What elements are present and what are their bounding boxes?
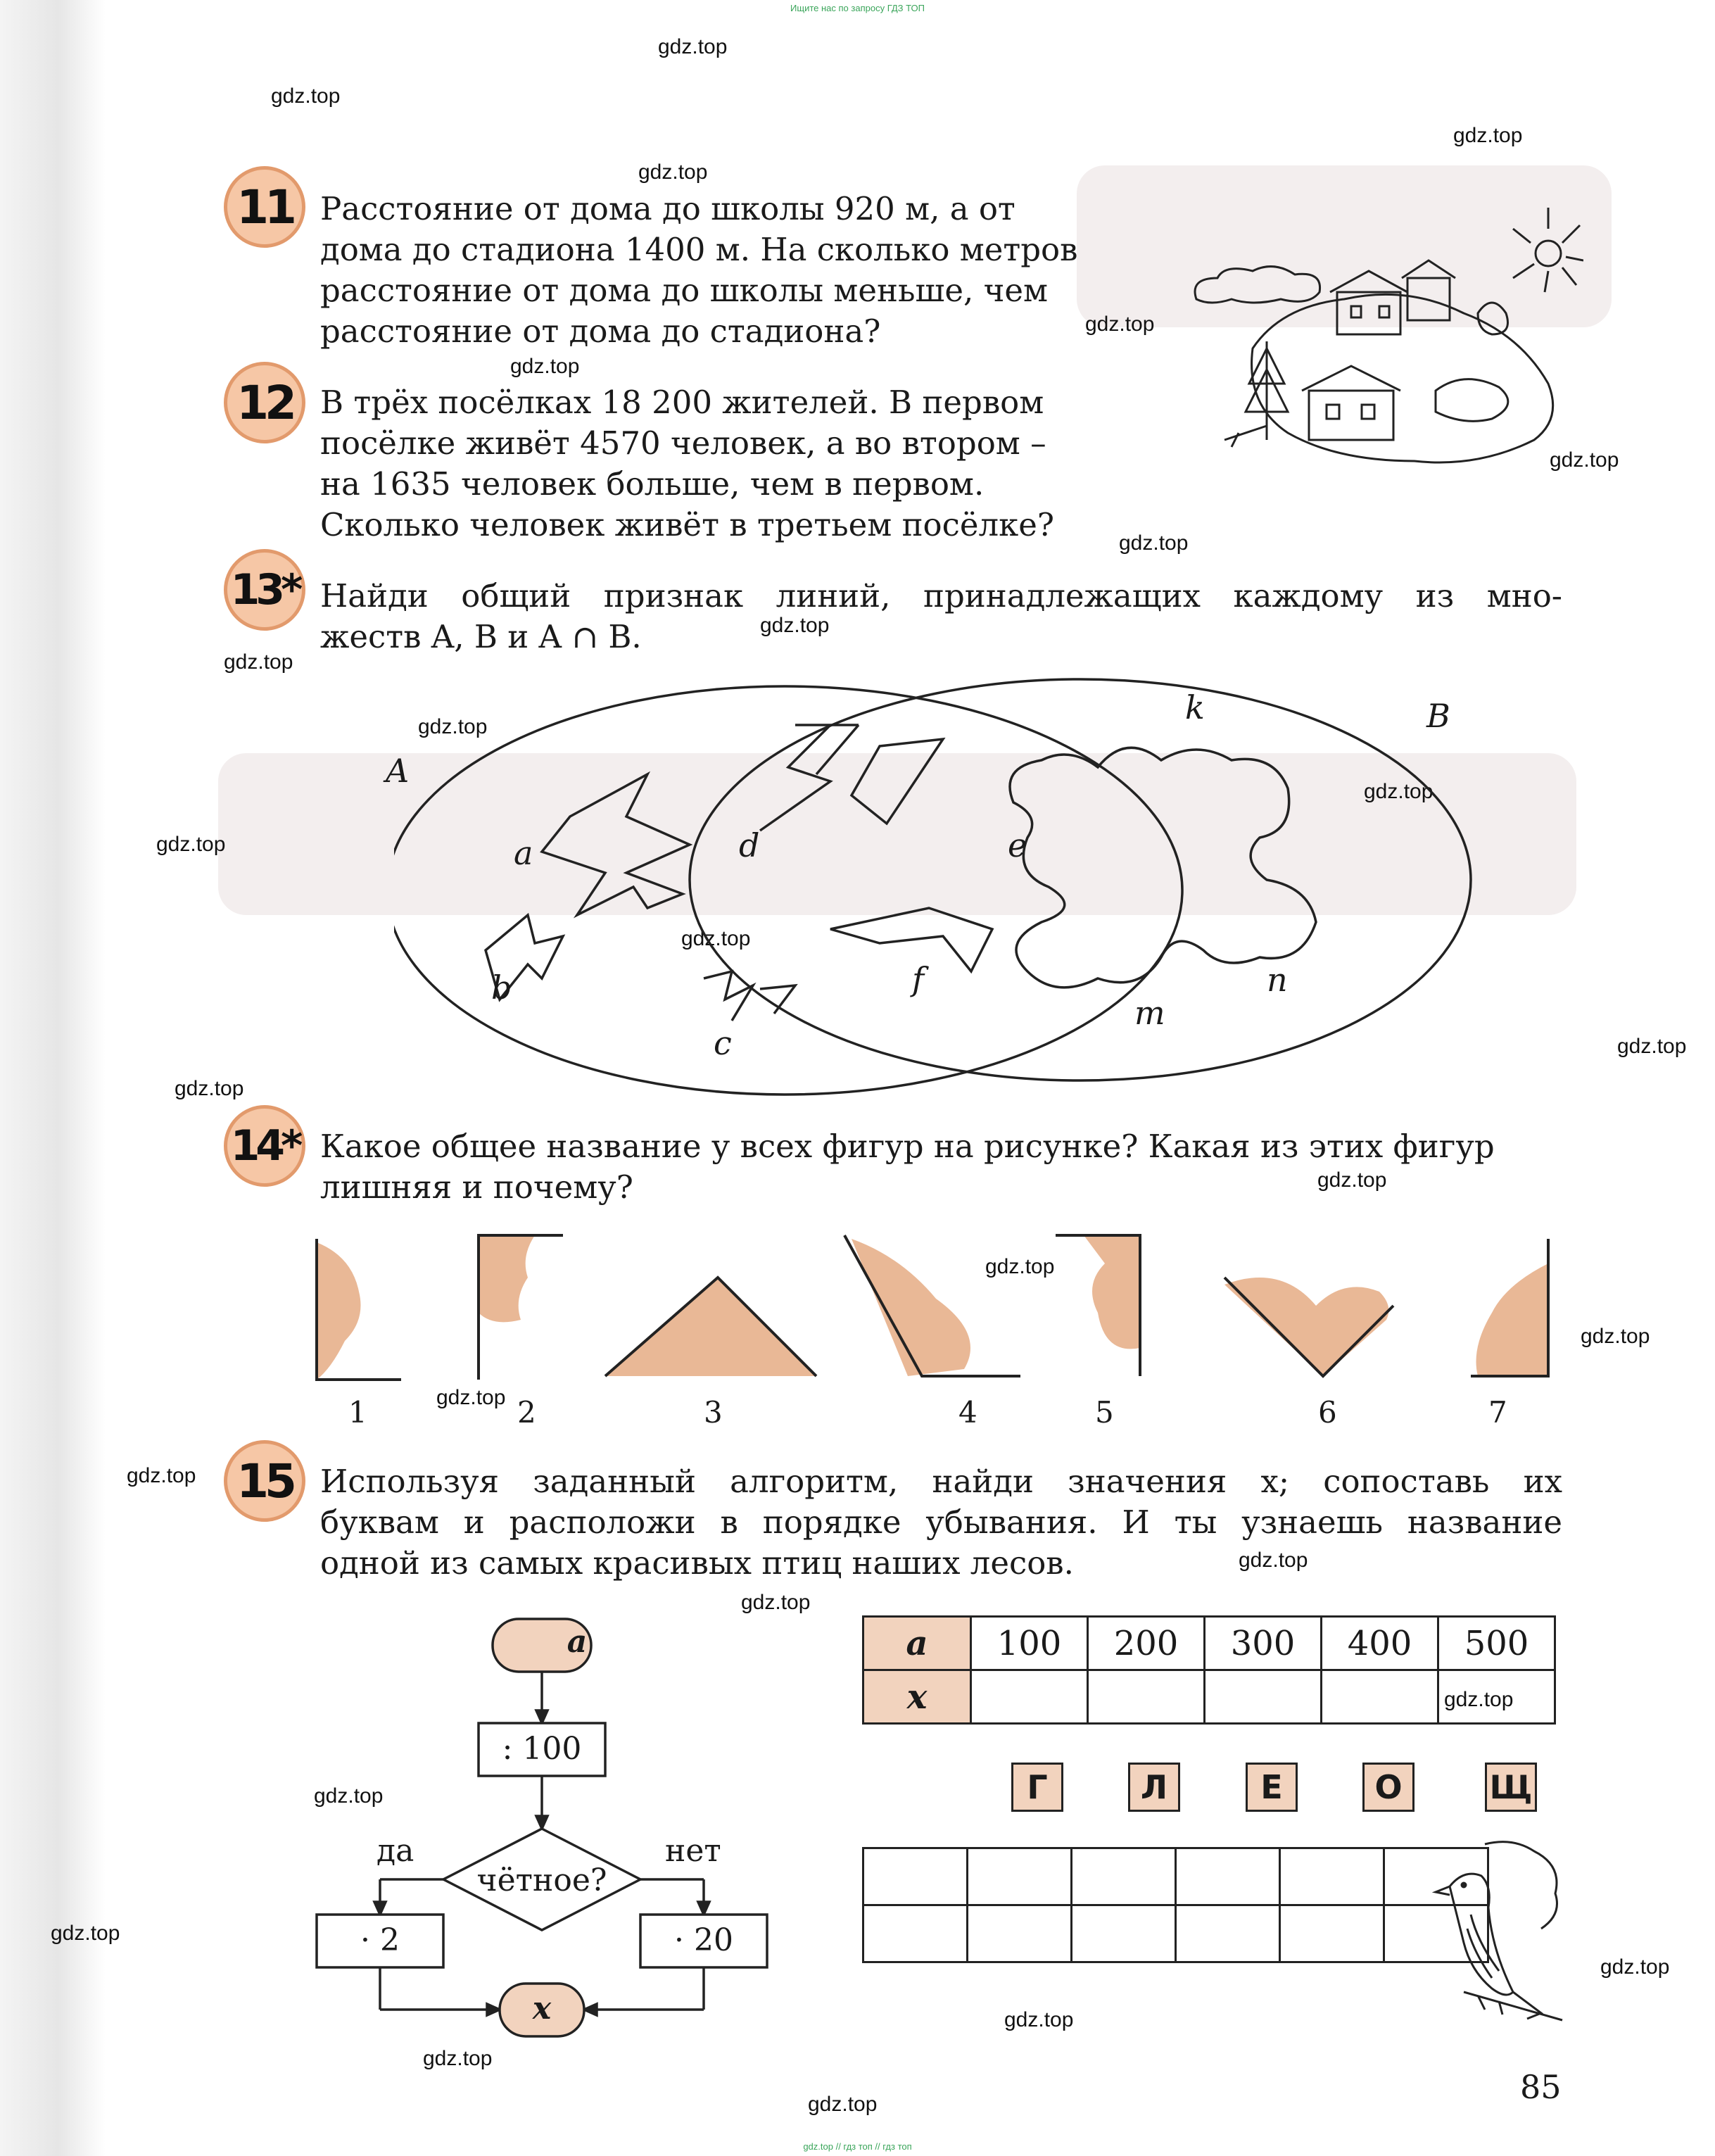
table-cell-a: 500 [1438,1617,1555,1670]
watermark: gdz.top [1581,1325,1650,1348]
task-line: Найди общий признак линий, принадлежащих каждому из мно- [320,577,1562,614]
watermark: gdz.top [1550,448,1619,472]
flow-step-label: : 100 [502,1731,582,1767]
task-line: лишняя и почему? [320,1168,633,1206]
figure-2-fill [479,1235,535,1322]
value-table [862,1615,1556,1725]
watermark: gdz.top [1600,1955,1670,1979]
task-line: дома до стадиона 1400 м. На сколько метров [320,231,1078,268]
watermark: gdz.top [1364,780,1434,803]
watermark: gdz.top [1617,1035,1687,1058]
set-label: B [1426,697,1450,735]
flow-no-label: нет [665,1833,721,1869]
line-d [760,725,859,831]
figure-7-fill [1476,1263,1549,1376]
figure-5-fill [1084,1235,1140,1349]
flow-no-action: · 20 [674,1922,733,1958]
flow-end-label: x [532,1991,552,2026]
line-c [704,971,795,1021]
task-line: Какое общее название у всех фигур на рисунке? Какая из этих фигур [320,1128,1495,1165]
page-number: 85 [1520,2068,1562,2106]
figure-label: 5 [1095,1395,1114,1430]
answer-grid [862,1847,1489,1963]
task-number-badge: 13* [224,549,305,631]
task-11-text [320,189,1077,352]
watermark: gdz.top [1317,1168,1387,1192]
line-label: k [1185,688,1205,726]
answer-cell [968,1848,1072,1905]
task-number-badge: 12 [224,362,305,443]
algorithm-flowchart [310,1612,802,2041]
line-label: n [1267,961,1288,999]
watermark: gdz.top [51,1922,120,1945]
line-label: b [491,969,512,1007]
answer-cell [968,1905,1072,1962]
task-line: расстояние от дома до школы меньше, чем [320,272,1049,309]
task-14-text [320,1126,1495,1208]
table-cell-x-empty [1205,1670,1322,1724]
watermark: gdz.top [1004,2008,1074,2031]
figure-label: 1 [348,1395,367,1430]
set-label: A [386,752,410,790]
task-number-badge: 14* [224,1105,305,1187]
watermark: gdz.top [271,84,341,108]
table-cell-x-empty [1088,1670,1205,1724]
line-f [830,908,992,971]
page-gutter-shadow [0,0,106,2156]
answer-cell [1280,1848,1384,1905]
table-cell-x-empty [1322,1670,1438,1724]
task-line: Используя заданный алгоритм, найди значения x; сопоставь их [320,1463,1562,1500]
watermark: gdz.top [314,1784,384,1808]
watermark: gdz.top [224,650,293,674]
letter-card: Г [1011,1763,1063,1812]
table-cell-x-empty [1438,1670,1555,1724]
flow-start-label: a [567,1624,588,1660]
village-illustration [1182,201,1583,482]
task-number-badge: 11 [224,166,305,248]
answer-cell [1280,1905,1384,1962]
line-label: c [714,1024,732,1062]
task-line: одной из самых красивых птиц наших лесов. [320,1544,1074,1582]
watermark: gdz.top [638,160,708,184]
task-13-text [320,576,1562,657]
watermark: gdz.top [1239,1549,1308,1572]
footer-note: gdz.top // гдз топ // гдз топ [803,2141,912,2152]
watermark: gdz.top [985,1255,1055,1278]
watermark: gdz.top [175,1077,244,1100]
letter-card: Е [1246,1763,1298,1812]
line-label: f [912,960,925,998]
watermark: gdz.top [510,355,580,378]
watermark: gdz.top [156,833,226,856]
set-b-ellipse [690,679,1471,1080]
task-line: Сколько человек живёт в третьем посёлке? [320,506,1054,543]
answer-cell [1072,1905,1176,1962]
watermark: gdz.top [1085,313,1155,336]
table-row-a-header: a [863,1617,971,1670]
answer-cell [1176,1848,1280,1905]
task-line: жеств A, B и A ∩ B. [320,618,642,655]
answer-cell [1176,1905,1280,1962]
figure-3-fill [605,1278,816,1376]
table-cell-a: 400 [1322,1617,1438,1670]
watermark: gdz.top [423,2047,493,2070]
watermark: gdz.top [1453,124,1523,147]
answer-cell [1072,1848,1176,1905]
answer-cell [863,1848,968,1905]
watermark: gdz.top [418,715,488,738]
table-cell-a: 100 [971,1617,1088,1670]
figure-label: 3 [704,1395,723,1430]
task-number-badge: 15 [224,1440,305,1522]
figure-label: 2 [517,1395,536,1430]
angle-figures [310,1228,1576,1390]
watermark: gdz.top [1444,1688,1514,1711]
watermark: gdz.top [808,2093,878,2116]
task-line: В трёх посёлках 18 200 жителей. В первом [320,384,1044,421]
answer-cell [863,1905,968,1962]
watermark: gdz.top [1119,531,1189,555]
line-label: e [1008,826,1027,864]
table-row-x-header: x [863,1670,971,1724]
watermark: gdz.top [127,1464,196,1487]
task-line: буквам и расположи в порядке убывания. И ты узнаешь название [320,1503,1562,1541]
letter-card: Л [1128,1763,1180,1812]
line-label: a [514,834,533,872]
table-cell-x-empty [971,1670,1088,1724]
line-label: m [1134,994,1165,1032]
flow-condition-label: чётное? [476,1862,607,1898]
task-15-text [320,1461,1562,1584]
figure-label: 6 [1318,1395,1337,1430]
figure-1-fill [317,1242,361,1380]
line-a [542,774,690,915]
flow-yes-action: · 2 [360,1922,400,1958]
letter-card: Щ [1485,1763,1537,1812]
watermark: gdz.top [741,1591,811,1614]
watermark: gdz.top [760,614,830,637]
table-cell-a: 200 [1088,1617,1205,1670]
letter-card: О [1362,1763,1415,1812]
task-12-text [320,382,1054,546]
line-e [852,739,943,824]
header-note: Ищите нас по запросу ГДЗ ТОП [790,3,925,13]
table-cell-a: 300 [1205,1617,1322,1670]
flow-yes-label: да [376,1833,414,1869]
bird-illustration [1422,1830,1576,2034]
watermark: gdz.top [436,1386,506,1409]
figure-label: 7 [1488,1395,1507,1430]
task-line: посёлке живёт 4570 человек, а во втором – [320,424,1046,462]
watermark: gdz.top [658,35,728,58]
task-line: расстояние от дома до стадиона? [320,313,881,350]
line-label: d [739,826,760,864]
figure-label: 4 [958,1395,977,1430]
sets-venn-diagram [394,676,1605,1112]
task-line: на 1635 человек больше, чем в первом. [320,465,985,503]
task-line: Расстояние от дома до школы 920 м, а от [320,190,1015,227]
watermark: gdz.top [681,927,751,950]
